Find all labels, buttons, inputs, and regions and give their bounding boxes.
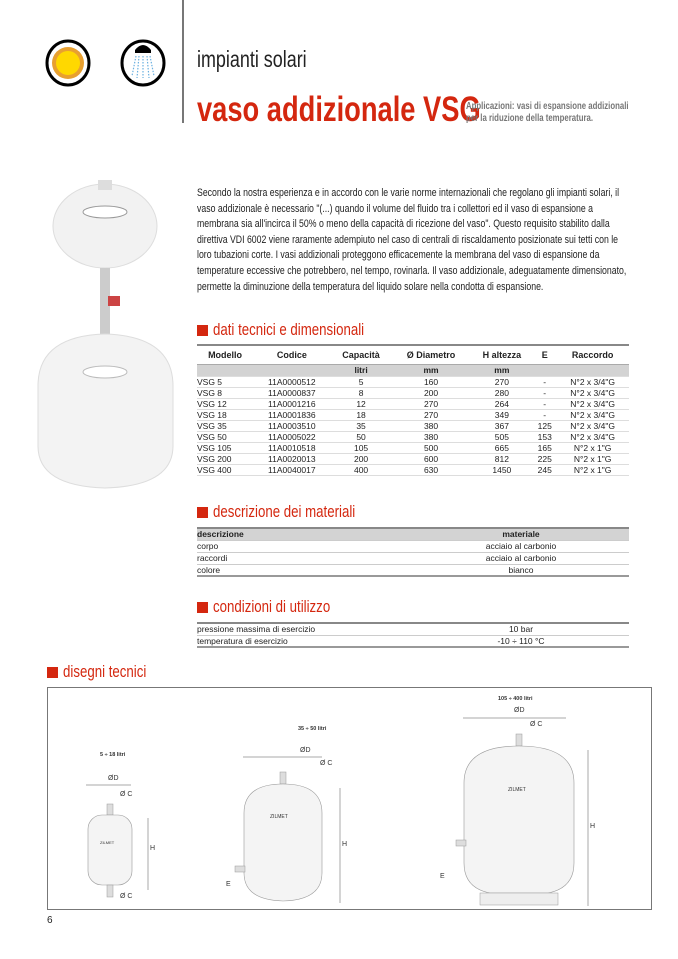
table-cell: 153 (533, 431, 556, 442)
drawing-label: 5 ÷ 18 litri (100, 752, 126, 758)
table-cell: 264 (471, 398, 534, 409)
drawing-large (440, 696, 595, 906)
table-row (197, 409, 629, 420)
category-text: impianti solari (197, 46, 307, 72)
table-cell: 245 (533, 464, 556, 475)
table-cell: 665 (471, 442, 534, 453)
section-heading-tech (197, 320, 407, 340)
table-cell: 11A0010518 (253, 442, 330, 453)
table-cell: 380 (392, 431, 471, 442)
header-icons (44, 38, 168, 88)
table-cell: - (533, 398, 556, 409)
dim-label: E (440, 873, 445, 880)
section-marker-icon (197, 325, 208, 336)
section-marker-icon (47, 667, 58, 678)
table-row (197, 387, 629, 398)
drawing-label: 35 ÷ 50 litri (298, 726, 327, 732)
table-row (197, 552, 629, 564)
table-cell: 505 (471, 431, 534, 442)
section-marker-icon (197, 602, 208, 613)
table-cell: - (533, 409, 556, 420)
table-cell: N°2 x 1"G (556, 442, 629, 453)
applications-text (466, 101, 674, 125)
table-cell: 11A0020013 (253, 453, 330, 464)
table-cell: 8 (331, 387, 392, 398)
table-cell: VSG 400 (197, 464, 253, 475)
tech-table (197, 344, 629, 476)
heading-text: descrizione dei materiali (213, 502, 356, 521)
table-cell: 105 (331, 442, 392, 453)
table-cell: 18 (331, 409, 392, 420)
column-header: descrizione (197, 528, 413, 540)
table-cell: 11A0001216 (253, 398, 330, 409)
table-cell: colore (197, 564, 413, 576)
table-cell: 280 (471, 387, 534, 398)
table-cell: VSG 18 (197, 409, 253, 420)
dim-label: Ø C (320, 760, 333, 767)
table-cell: acciaio al carbonio (413, 552, 629, 564)
heading-text: dati tecnici e dimensionali (213, 320, 365, 339)
table-row (197, 540, 629, 552)
unit-cell: litri (331, 364, 392, 376)
table-row (197, 442, 629, 453)
drawing-small (86, 752, 155, 900)
table-cell: 1450 (471, 464, 534, 475)
table-cell: -10 ÷ 110 °C (413, 635, 629, 647)
table-cell: VSG 200 (197, 453, 253, 464)
table-cell: bianco (413, 564, 629, 576)
table-cell: 11A0003510 (253, 420, 330, 431)
table-cell: raccordi (197, 552, 413, 564)
table-cell: 500 (392, 442, 471, 453)
table-cell: N°2 x 3/4"G (556, 431, 629, 442)
table-row (197, 398, 629, 409)
dim-label: ØD (514, 707, 525, 714)
unit-cell (197, 364, 253, 376)
table-cell: 35 (331, 420, 392, 431)
dim-label: H (150, 845, 156, 852)
table-cell: 367 (471, 420, 534, 431)
heading-text: condizioni di utilizzo (213, 597, 331, 616)
table-cell: 160 (392, 376, 471, 387)
table-cell: 11A0000837 (253, 387, 330, 398)
header-divider (182, 0, 184, 123)
table-cell: 50 (331, 431, 392, 442)
materials-table (197, 527, 629, 577)
column-header: E (533, 345, 556, 364)
table-cell: 200 (331, 453, 392, 464)
drawing-medium (226, 726, 347, 903)
category-title (197, 46, 338, 73)
dim-label: ØD (300, 747, 311, 754)
applications-line: per la riduzione della temperatura. (466, 113, 594, 124)
table-cell: 10 bar (413, 623, 629, 635)
table-row (197, 564, 629, 576)
table-cell: 200 (392, 387, 471, 398)
table-cell: 165 (533, 442, 556, 453)
table-row (197, 431, 629, 442)
sun-icon (47, 41, 89, 85)
table-cell: 11A0040017 (253, 464, 330, 475)
table-cell: 812 (471, 453, 534, 464)
table-cell: N°2 x 3/4"G (556, 398, 629, 409)
table-cell: - (533, 376, 556, 387)
table-cell: corpo (197, 540, 413, 552)
page-number: 6 (47, 915, 53, 926)
unit-cell (533, 364, 556, 376)
table-cell: 11A0000512 (253, 376, 330, 387)
table-cell: N°2 x 3/4"G (556, 387, 629, 398)
table-row (197, 635, 629, 647)
table-cell: VSG 35 (197, 420, 253, 431)
intro-paragraph: Secondo la nostra esperienza e in accordo con le varie norme internazionali che regolano gli impianti solari, il vaso addizionale è necessario "(...) quando il volume del fluido tra i collettori ed il vaso di espansione a membrana sia all'incirca il 50% o meno della capacità di ricezione del vaso". Questo requisito stabilito dalla direttiva VDI 6002 viene raramente adempiuto nel caso di centrali di riscaldamento posizionate sui tetti con le loro tubazioni corte. I vasi addizionali proteggono efficacemente la membrana del vaso di espansione da temperature eccessive che potrebbero, nel tempo, rovinarla. Il vaso addizionale, adeguatamente dimensionato, permette la diminuzione della temperatura del liquido solare nella condotta di espansione. (197, 187, 627, 293)
table-cell: 270 (392, 409, 471, 420)
table-cell: temperatura di esercizio (197, 635, 413, 647)
heading-text: disegni tecnici (63, 662, 147, 681)
table-cell: 270 (392, 398, 471, 409)
table-row (197, 464, 629, 475)
table-cell: 400 (331, 464, 392, 475)
units-row (197, 364, 629, 376)
shower-icon (122, 41, 164, 85)
table-cell: N°2 x 3/4"G (556, 409, 629, 420)
column-header: H altezza (471, 345, 534, 364)
column-header: materiale (413, 528, 629, 540)
header-row (197, 528, 629, 540)
table-cell: 349 (471, 409, 534, 420)
unit-cell (253, 364, 330, 376)
dim-label: ØD (108, 775, 119, 782)
dim-label: H (590, 823, 596, 830)
product-photo (28, 176, 183, 496)
column-header: Codice (253, 345, 330, 364)
dim-label: Ø C (530, 721, 543, 728)
dim-label: E (226, 881, 231, 888)
table-cell: VSG 12 (197, 398, 253, 409)
brand-logo: ZILMET (508, 787, 526, 793)
table-cell: VSG 8 (197, 387, 253, 398)
table-row (197, 623, 629, 635)
section-marker-icon (197, 507, 208, 518)
table-cell: 600 (392, 453, 471, 464)
column-header: Capacità (331, 345, 392, 364)
table-cell: pressione massima di esercizio (197, 623, 413, 635)
table-cell: N°2 x 3/4"G (556, 376, 629, 387)
drawing-label: 105 ÷ 400 litri (498, 696, 533, 702)
table-cell: 11A0005022 (253, 431, 330, 442)
table-cell: 270 (471, 376, 534, 387)
table-cell: - (533, 387, 556, 398)
table-cell: 225 (533, 453, 556, 464)
table-cell: N°2 x 3/4"G (556, 420, 629, 431)
table-cell: N°2 x 1"G (556, 453, 629, 464)
table-row (197, 376, 629, 387)
table-cell: 5 (331, 376, 392, 387)
table-row (197, 420, 629, 431)
table-cell: 125 (533, 420, 556, 431)
column-header: Ø Diametro (392, 345, 471, 364)
column-header: Modello (197, 345, 253, 364)
table-cell: VSG 105 (197, 442, 253, 453)
section-heading-drawings (47, 662, 170, 682)
unit-cell: mm (471, 364, 534, 376)
table-cell: VSG 5 (197, 376, 253, 387)
brand-logo: ZILMET (100, 840, 115, 845)
conditions-table (197, 622, 629, 648)
unit-cell: mm (392, 364, 471, 376)
table-cell: N°2 x 1"G (556, 464, 629, 475)
table-cell: VSG 50 (197, 431, 253, 442)
table-cell: acciaio al carbonio (413, 540, 629, 552)
table-cell: 11A0001836 (253, 409, 330, 420)
table-row (197, 453, 629, 464)
table-cell: 630 (392, 464, 471, 475)
applications-line: Applicazioni: vasi di espansione addizionali (466, 101, 629, 112)
title-text: vaso addizionale VSG (197, 90, 481, 129)
table-cell: 12 (331, 398, 392, 409)
technical-drawings (47, 687, 652, 910)
unit-cell (556, 364, 629, 376)
dim-label: H (342, 841, 348, 848)
dim-label: Ø C (120, 791, 133, 798)
dim-label: Ø C (120, 893, 133, 900)
brand-logo: ZILMET (270, 814, 288, 820)
column-header: Raccordo (556, 345, 629, 364)
section-heading-conditions (197, 597, 363, 617)
section-heading-materials (197, 502, 395, 522)
table-cell: 380 (392, 420, 471, 431)
